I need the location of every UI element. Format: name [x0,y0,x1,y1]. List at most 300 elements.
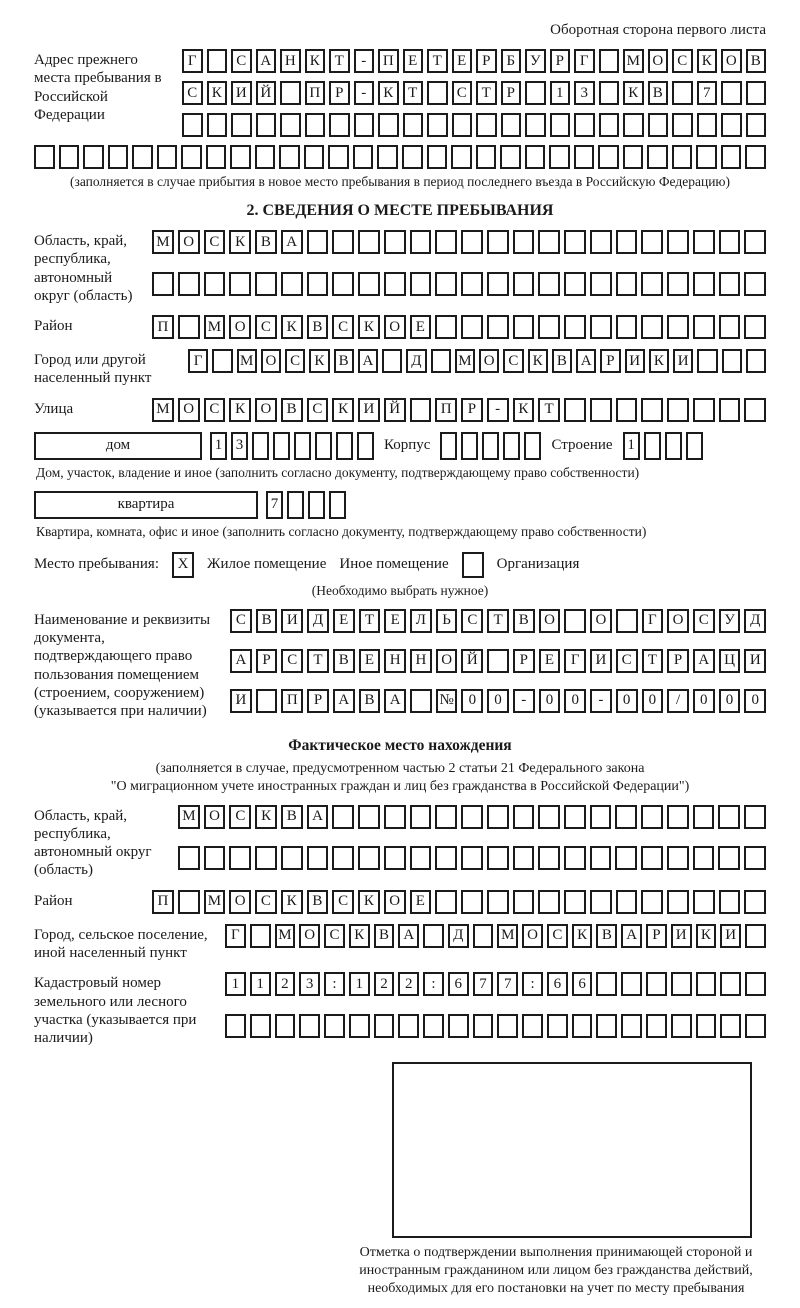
form-cell [599,81,620,105]
form-cell: М [204,315,226,339]
form-cell [487,890,509,914]
checkbox-residential: X [172,552,194,578]
cadastral-block [34,972,766,1047]
form-cell: 0 [487,689,509,713]
form-cell: : [324,972,345,996]
form-cell: К [309,349,329,373]
form-cell [564,805,586,829]
form-cell: Р [256,649,278,673]
form-cell [538,230,560,254]
form-cell [250,1014,271,1038]
form-cell: О [255,398,277,422]
form-cell: П [152,315,174,339]
form-cell: А [621,924,642,948]
form-cell: О [229,890,251,914]
form-cell: П [152,890,174,914]
form-cell [599,113,620,137]
form-cell: П [435,398,457,422]
house-label-box: дом [34,432,202,460]
corner-note: Оборотная сторона первого листа [550,22,766,38]
form-cell [487,805,509,829]
form-cell [693,398,715,422]
house-row [34,432,766,460]
form-cell: О [178,398,200,422]
form-cell [538,890,560,914]
form-cell [461,272,483,296]
cell-row [152,230,766,264]
form-cell: 1 [623,432,640,460]
form-cell: 7 [697,81,718,105]
form-cell [435,272,457,296]
form-cell [152,272,174,296]
form-cell [572,1014,593,1038]
form-cell [410,272,432,296]
form-cell: Е [359,649,381,673]
form-cell: Т [476,81,497,105]
form-cell [206,145,227,169]
form-cell: У [719,609,741,633]
form-cell [623,145,644,169]
stay-type-row [34,552,766,578]
form-cell [667,230,689,254]
form-cell [644,432,661,460]
form-cell [746,81,767,105]
stay-type-option-label: Жилое помещение [207,556,327,573]
form-cell [719,398,741,422]
form-cell: И [230,689,252,713]
form-cell [34,145,55,169]
form-cell [307,230,329,254]
apartment-row [34,491,766,519]
form-cell: К [513,398,535,422]
form-cell [410,805,432,829]
form-cell [697,113,718,137]
form-cell [250,924,271,948]
street-label: Улица [34,400,74,417]
form-cell [524,432,541,460]
form-cell: Е [384,609,406,633]
form-cell [513,272,535,296]
form-cell [616,230,638,254]
form-cell: 7 [266,491,283,519]
form-cell [513,890,535,914]
form-cell: № [436,689,458,713]
cell-row [178,846,766,880]
form-cell [564,609,586,633]
checkbox-other-premises [462,552,484,578]
form-cell: 7 [497,972,518,996]
form-cell [304,145,325,169]
form-cell: 0 [539,689,561,713]
form-cell: 7 [473,972,494,996]
structure-cells [623,432,703,460]
form-cell [538,846,560,870]
form-cell [212,349,232,373]
form-cell [696,972,717,996]
form-cell: В [307,890,329,914]
form-cell [423,1014,444,1038]
form-cell [487,272,509,296]
form-cell [564,230,586,254]
form-cell [382,349,402,373]
form-cell [671,1014,692,1038]
form-cell [623,113,644,137]
form-cell: Р [501,81,522,105]
form-cell [358,805,380,829]
form-cell: Ц [719,649,741,673]
form-cell: В [334,349,354,373]
form-cell: 1 [550,81,571,105]
form-cell: А [398,924,419,948]
form-cell [204,272,226,296]
form-cell: - [590,689,612,713]
form-cell [435,315,457,339]
form-cell [451,145,472,169]
form-cell [487,230,509,254]
form-cell: Е [452,49,473,73]
form-cell: : [423,972,444,996]
form-cell: И [590,649,612,673]
form-cell: В [374,924,395,948]
form-cell: Й [461,649,483,673]
form-cell [744,398,766,422]
form-cell: С [461,609,483,633]
stay-type-option-label: Иное помещение [339,556,449,573]
form-cell: И [744,649,766,673]
form-cell: Р [600,349,620,373]
form-cell: К [572,924,593,948]
form-cell: Д [406,349,426,373]
form-cell: Р [307,689,329,713]
form-cell: К [207,81,228,105]
form-cell: Е [403,49,424,73]
fact-city-block [34,924,766,963]
form-cell: Г [225,924,246,948]
form-cell [641,315,663,339]
city-block [34,349,766,388]
fact-location-title: Фактическое место нахождения [288,736,512,754]
form-cell: О [299,924,320,948]
form-cell: М [497,924,518,948]
form-cell: О [261,349,281,373]
form-cell: М [204,890,226,914]
form-cell [294,432,311,460]
form-cell [255,145,276,169]
form-cell [476,145,497,169]
form-cell [225,1014,246,1038]
form-cell [672,145,693,169]
form-cell [667,805,689,829]
cell-row [152,315,766,339]
form-cell: Г [574,49,595,73]
form-cell: К [358,315,380,339]
form-cell: А [358,349,378,373]
form-cell [550,113,571,137]
form-cell: С [332,890,354,914]
form-cell [230,145,251,169]
form-cell: Т [403,81,424,105]
form-cell: И [625,349,645,373]
fact-region-label: Область, край, республика, автономный округ (область) [34,807,152,879]
form-cell [178,315,200,339]
form-cell: П [281,689,303,713]
form-cell [538,315,560,339]
form-cell [287,491,304,519]
form-cell [696,1014,717,1038]
form-cell [256,689,278,713]
form-cell: Д [307,609,329,633]
form-cell [641,272,663,296]
form-cell: К [255,805,277,829]
form-cell: 0 [564,689,586,713]
form-cell [598,145,619,169]
form-cell: С [503,349,523,373]
form-cell [336,432,353,460]
form-cell [349,1014,370,1038]
document-label: Наименование и реквизиты документа, подтверждающего право пользования помещением (строением, сооружением) (указывается при наличии) [34,611,211,720]
form-cell: С [616,649,638,673]
form-cell [525,113,546,137]
form-cell [476,113,497,137]
form-cell: В [281,398,303,422]
form-cell: В [255,230,277,254]
form-cell [522,1014,543,1038]
form-cell [722,349,742,373]
form-cell [615,846,637,870]
form-cell: Т [487,609,509,633]
form-cell: О [204,805,226,829]
form-cell [718,805,740,829]
form-cell [358,846,380,870]
form-cell [564,846,586,870]
form-cell [621,972,642,996]
form-cell: 6 [572,972,593,996]
cadastral-label: Кадастровый номер земельного или лесного участка (указывается при наличии) [34,975,197,1047]
form-cell [178,272,200,296]
form-cell [721,81,742,105]
form-cell [513,315,535,339]
form-cell [538,805,560,829]
form-cell: М [237,349,257,373]
cell-row [182,113,766,137]
form-cell: 1 [349,972,370,996]
form-cell [427,145,448,169]
form-cell: И [231,81,252,105]
form-cell [590,805,612,829]
form-cell [693,805,715,829]
form-cell [332,230,354,254]
form-cell: К [281,315,303,339]
form-cell: Р [476,49,497,73]
form-cell [719,230,741,254]
form-cell [178,846,200,870]
form-cell: А [307,805,329,829]
form-cell [497,1014,518,1038]
form-cell: М [178,805,200,829]
form-cell [329,113,350,137]
form-cell [332,846,354,870]
prev-address-note: (заполняется в случае прибытия в новое место пребывания в период последнего въезда в Российскую Федерацию) [69,174,731,189]
form-cell [590,230,612,254]
form-cell: В [333,649,355,673]
form-cell [435,890,457,914]
form-cell: О [590,609,612,633]
form-cell: 0 [744,689,766,713]
form-cell [427,81,448,105]
form-cell: И [281,609,303,633]
form-cell [435,805,457,829]
form-cell [332,805,354,829]
form-cell [231,113,252,137]
form-cell: М [455,349,475,373]
form-cell [719,315,741,339]
region-block [34,230,766,305]
form-cell [448,1014,469,1038]
form-cell: С [182,81,203,105]
form-cell [461,230,483,254]
stamp-box [392,1062,752,1238]
form-cell [744,315,766,339]
form-cell [590,315,612,339]
form-cell: О [178,230,200,254]
form-cell [719,890,741,914]
form-cell [410,230,432,254]
form-cell [538,272,560,296]
form-cell [744,230,766,254]
form-cell: С [693,609,715,633]
form-cell: Н [280,49,301,73]
house-note: Дом, участок, владение и иное (заполнить согласно документу, подтверждающему право собственности) [36,464,640,480]
form-cell [599,49,620,73]
form-cell: О [721,49,742,73]
form-cell [307,846,329,870]
prev-address-label: Адрес прежнего места пребывания в Российской Федерации [34,52,162,123]
form-cell: В [513,609,535,633]
form-cell [646,972,667,996]
form-cell: М [275,924,296,948]
form-cell [525,81,546,105]
form-cell [423,924,444,948]
form-cell [564,315,586,339]
form-cell [329,491,346,519]
form-cell [440,432,457,460]
form-cell: В [552,349,572,373]
form-cell [667,272,689,296]
form-cell: 0 [693,689,715,713]
form-cell: Р [667,649,689,673]
form-cell: Й [256,81,277,105]
cell-row [230,689,766,721]
form-cell [435,846,457,870]
cell-row [225,1014,766,1048]
form-cell [461,432,478,460]
form-cell [641,230,663,254]
form-cell [596,1014,617,1038]
fact-note-line2: "О миграционном учете иностранных граждан и лиц без гражданства в Российской Федерации") [110,778,690,794]
form-cell [615,805,637,829]
form-cell [402,145,423,169]
form-cell: И [671,924,692,948]
form-cell: С [281,649,303,673]
form-cell [647,145,668,169]
form-cell: С [324,924,345,948]
form-cell [746,113,767,137]
form-cell: 1 [250,972,271,996]
form-cell [252,432,269,460]
form-cell [646,1014,667,1038]
form-cell [487,315,509,339]
form-cell: Е [333,609,355,633]
form-cell [384,230,406,254]
form-cell: К [697,49,718,73]
apartment-note: Квартира, комната, офис и иное (заполнить согласно документу, подтверждающему право собственности) [36,523,647,539]
form-cell: П [305,81,326,105]
form-cell: А [281,230,303,254]
form-cell: Р [329,81,350,105]
form-cell: С [285,349,305,373]
form-cell: О [384,890,406,914]
form-cell: С [255,315,277,339]
form-cell [744,890,766,914]
form-cell [501,113,522,137]
form-cell [305,113,326,137]
cell-row [230,609,766,641]
form-cell: И [358,398,380,422]
form-cell: Т [307,649,329,673]
street-block [34,398,766,422]
form-cell: В [281,805,303,829]
form-cell [744,846,766,870]
form-cell [255,846,277,870]
form-cell: С [204,398,226,422]
form-cell: С [230,609,252,633]
form-cell: С [672,49,693,73]
form-cell [229,272,251,296]
form-cell [745,924,766,948]
fact-region-block [34,805,766,880]
form-cell: 3 [574,81,595,105]
form-cell: К [649,349,669,373]
form-cell [354,113,375,137]
form-cell: М [623,49,644,73]
form-cell [308,491,325,519]
form-cell: Н [410,649,432,673]
form-cell: А [384,689,406,713]
form-cell [357,432,374,460]
form-cell [280,81,301,105]
form-cell [358,230,380,254]
form-cell [377,145,398,169]
form-cell: Г [188,349,208,373]
form-cell [281,846,303,870]
stay-type-hint: (Необходимо выбрать нужное) [311,582,489,598]
form-cell: Р [646,924,667,948]
form-cell: Ь [436,609,458,633]
form-cell [590,890,612,914]
city-label: Город или другой населенный пункт [34,352,152,387]
form-cell: 3 [231,432,248,460]
form-cell [549,145,570,169]
form-cell [746,349,766,373]
form-cell: И [720,924,741,948]
form-cell: 0 [719,689,741,713]
form-cell [157,145,178,169]
form-cell: Е [410,890,432,914]
form-cell: М [152,230,174,254]
form-cell [279,145,300,169]
form-cell [256,113,277,137]
form-cell: Т [538,398,560,422]
